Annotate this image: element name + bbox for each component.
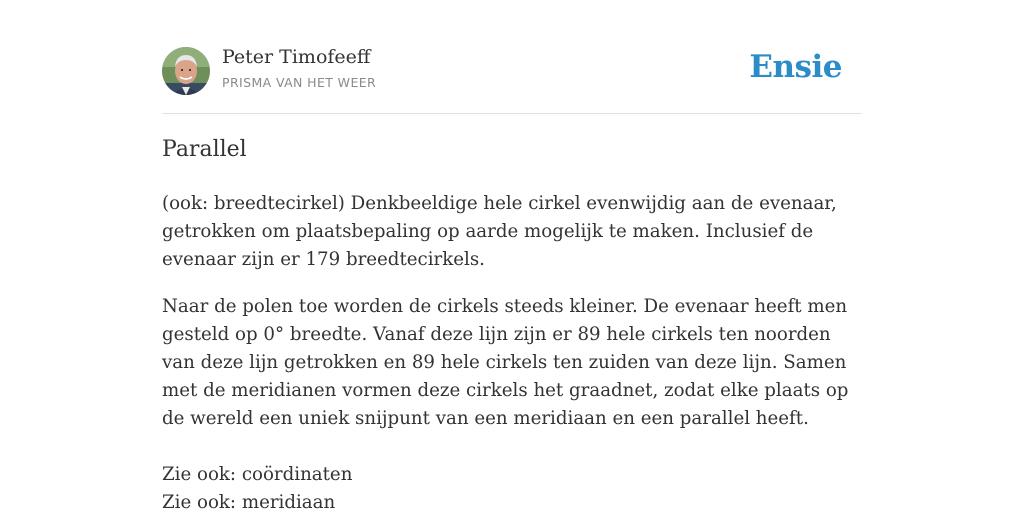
article-paragraph: (ook: breedtecirkel) Denkbeeldige hele cirkel evenwijdig aan de evenaar, getrokken om plaatsbepaling op aarde mogelijk te maken. Inclusief de evenaar zijn er 179 breedtecirkels. [162,193,837,270]
author-name[interactable]: Peter Timofeeff [222,46,371,68]
see-also-coordinaten-link[interactable]: Zie ook: coördinaten [162,464,353,485]
article-title: Parallel [162,137,247,162]
see-also-meridiaan-link[interactable]: Zie ook: meridiaan [162,492,336,512]
author-portrait-icon [162,47,210,95]
see-also-list [162,461,862,512]
author-avatar[interactable] [162,47,210,95]
ensie-logo[interactable]: Ensie [749,49,842,85]
article-paragraph: Naar de polen toe worden de cirkels steeds kleiner. De evenaar heeft men gesteld op 0° breedte. Vanaf deze lijn zijn er 89 hele cirkels ten noorden van deze lijn getrokken en 89 hele cirkels ten zuiden van deze lijn. Samen met de meridianen vormen deze cirkels het graadnet, zodat elke plaats op de wereld een uniek snijpunt van een meridiaan en een parallel heeft. [162,296,849,429]
article-header [162,0,862,114]
article-card [162,0,862,512]
publication-name[interactable]: PRISMA VAN HET WEER [222,75,377,90]
